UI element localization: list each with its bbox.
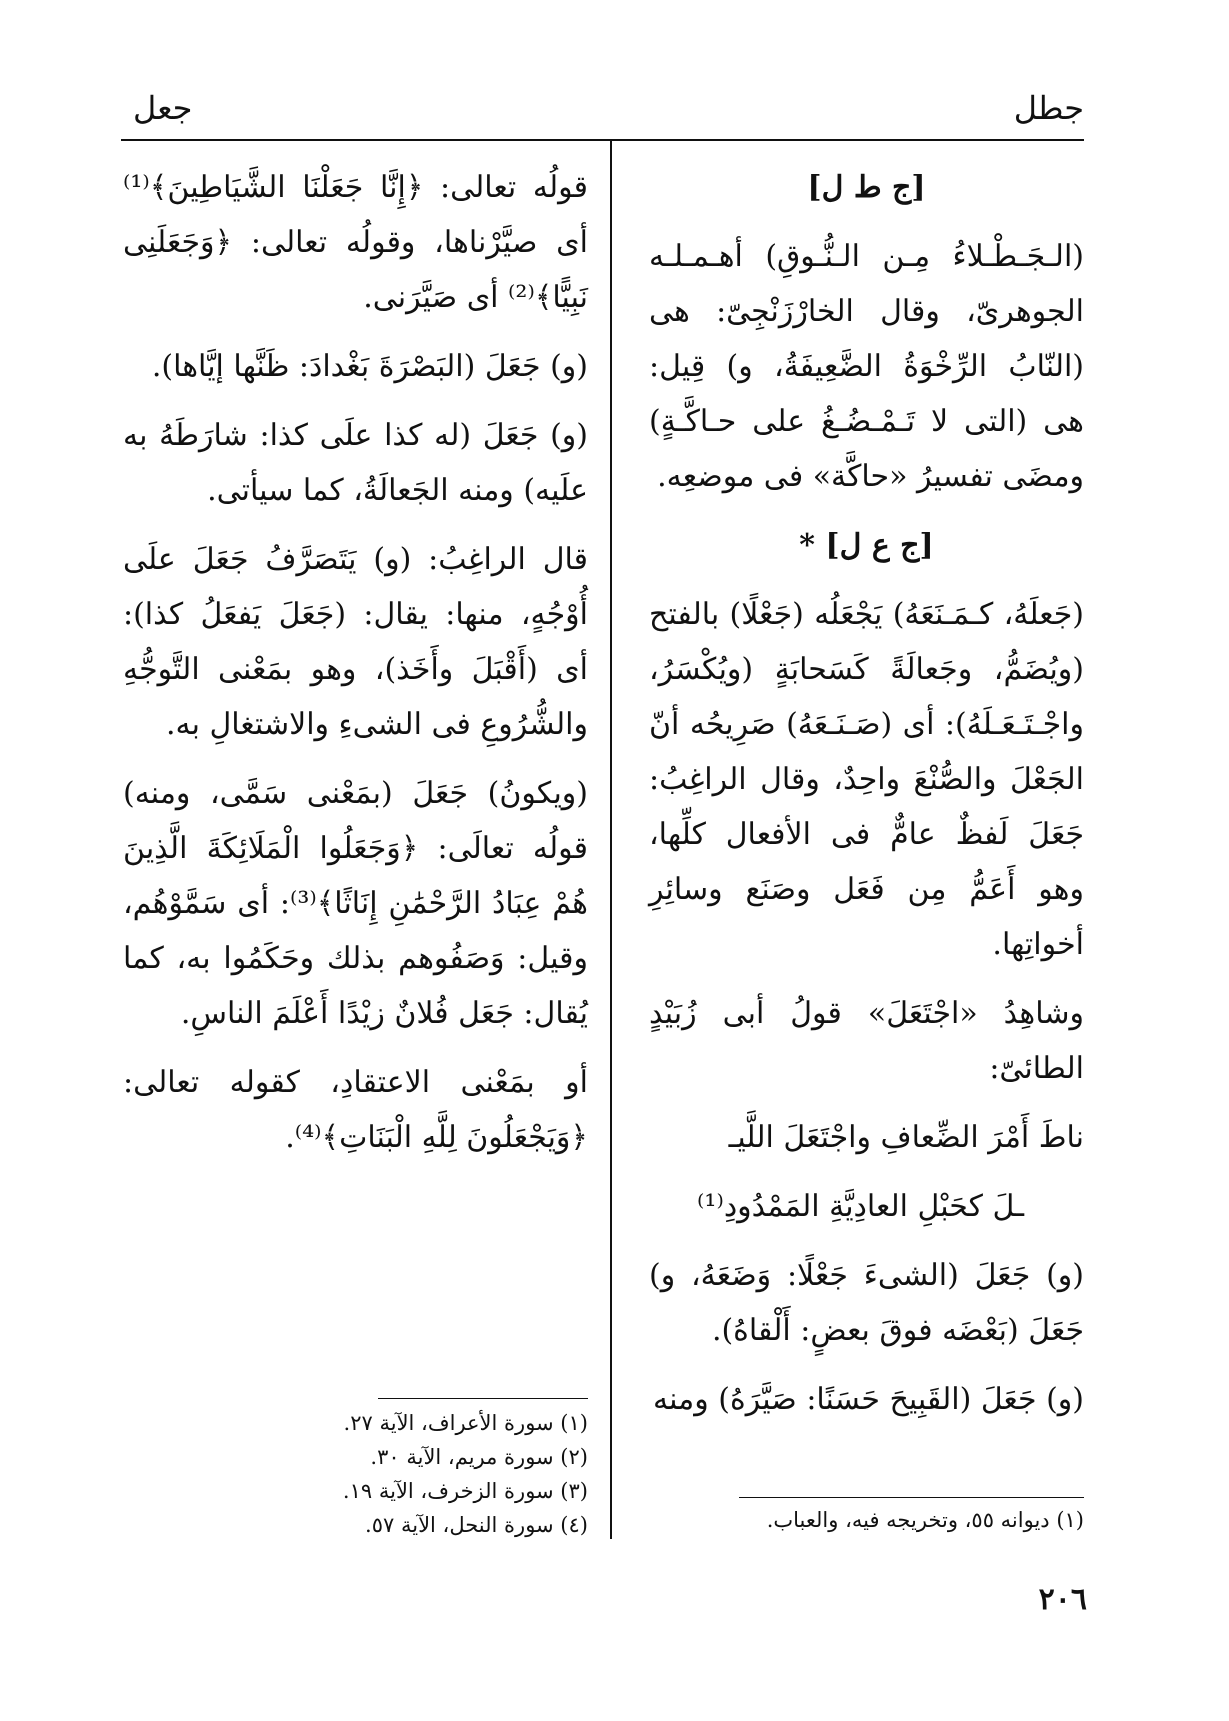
entry-text: (و) جَعَلَ (له كذا علَى كذا: شارَطَهُ به علَيه) ومنه الجَعالَةُ، كما سيأتى.: [123, 418, 588, 508]
entry-text: قال الراغِبُ: (و) يَتَصَرَّفُ جَعَلَ علَى أُوْجُهٍ، منها: يقال: (جَعَلَ يَفعَلُ كذا): أى (أَقْبَلَ وأَخَذ)، وهو بمَعْنى التَّوجُّهِ والشُّرُوعِ فى الشىءِ والاشتغالِ به.: [123, 542, 588, 742]
footnote-rule-left: [378, 1398, 588, 1399]
poem-verse-1: ناطَ أَمْرَ الضِّعافِ واجْتَعَلَ اللَّيـ: [728, 1120, 1084, 1155]
entry-text: (الـجَـطْـلاءُ مِـن الـنُّـوقِ) أهـمـلـه الجوهرىّ، وقال الخارْزَنْجِىّ: هى (النّابُ الرِّخْوَةُ الضَّعِيفَةُ، و) قِيل: هى (التى لا تَـمْـضُـغُ على حـاكَّـةٍ) ومضَى تفسيرُ «حاكَّة» فى موضعِه.: [649, 239, 1084, 494]
left-column: [123, 160, 588, 1179]
footnote: (١) سورة الأعراف، الآية ٢٧.: [343, 1411, 588, 1435]
right-column: [649, 160, 1084, 1441]
entry-text: قولُه تعالى: ﴿إِنَّا جَعَلْنَا الشَّيَاطِينَ﴾⁽¹⁾ أى صيَّرْناها، وقولُه تعالى: ﴿وَجَعَلَنِى نَبِيًّا﴾⁽²⁾ أى صَيَّرَنى.: [123, 170, 588, 315]
footnote: (٢) سورة مريم، الآية ٣٠.: [370, 1445, 588, 1469]
page-number: ٢٠٦: [1038, 1582, 1087, 1617]
poem-verse-2: ـلَ كحَبْلِ العادِيَّةِ المَمْدُودِ⁽¹⁾: [697, 1189, 1024, 1224]
header-rule: [121, 139, 1084, 141]
entry-heading-jtl: [ج ط ل]: [807, 170, 926, 205]
footnote: (٣) سورة الزخرف، الآية ١٩.: [342, 1479, 588, 1503]
entry-heading-jal: [ج ع ل] *: [799, 528, 934, 563]
entry-text: أو بمَعْنى الاعتقادِ، كقوله تعالى: ﴿وَيَجْعَلُونَ لِلَّهِ الْبَنَاتِ﴾⁽⁴⁾.: [123, 1065, 588, 1155]
column-divider: [610, 139, 612, 1539]
entry-text: (جَعلَهُ، كـمَـنَعَهُ) يَجْعَلُه (جَعْلًا) بالفتح (ويُضَمُّ، وجَعالَةً كَسَحابَةٍ (ويُكْسَرُ، واجْـتَـعَـلَهُ): أى (صَـنَـعَهُ) صَرِيحُه أنّ الجَعْلَ والصُّنْعَ واحِدٌ، وقال الراغِبُ: جَعَلَ لَفظٌ عامٌّ فى الأفعال كلِّها، وهو أَعَمُّ مِن فَعَل وصَنَع وسائِرِ أخواتِها.: [649, 597, 1084, 962]
entry-text: (و) جَعَلَ (البَصْرَةَ بَغْدادَ: ظَنَّها إيَّاها).: [151, 349, 588, 384]
footnotes-right: [649, 1505, 1084, 1535]
footnotes-left: [200, 1406, 588, 1542]
entry-text: (و) جَعَلَ (القَبِيحَ حَسَنًا: صَيَّرَهُ) ومنه: [653, 1382, 1084, 1417]
footnote-rule-right: [739, 1497, 1084, 1498]
entry-text: (و) جَعَلَ (الشىءَ جَعْلًا: وَضَعَهُ، و) جَعَلَ (بَعْضَه فوقَ بعضٍ: أَلْقاهُ).: [649, 1258, 1084, 1348]
entry-text: وشاهِدُ «اجْتَعَلَ» قولُ أبى زُبَيْدٍ الطائىّ:: [649, 996, 1084, 1086]
footnote: (٤) سورة النحل، الآية ٥٧.: [365, 1513, 588, 1537]
running-head-right: جطل: [1013, 89, 1084, 127]
running-head-left: جعل: [133, 89, 193, 127]
entry-text: (ويكونُ) جَعَلَ (بمَعْنى سَمَّى، ومنه) قولُه تعالَى: ﴿وَجَعَلُوا الْمَلَائِكَةَ الَّذِينَ هُمْ عِبَادُ الرَّحْمَٰنِ إِنَاثًا﴾⁽³⁾: أى سَمَّوْهُم، وقيل: وَصَفُوهم بذلك وحَكَمُوا به، كما يُقال: جَعَل فُلانٌ زيْدًا أَعْلَمَ الناسِ.: [123, 776, 588, 1031]
footnote: (١) ديوانه ٥٥، وتخريجه فيه، والعباب.: [766, 1508, 1084, 1532]
